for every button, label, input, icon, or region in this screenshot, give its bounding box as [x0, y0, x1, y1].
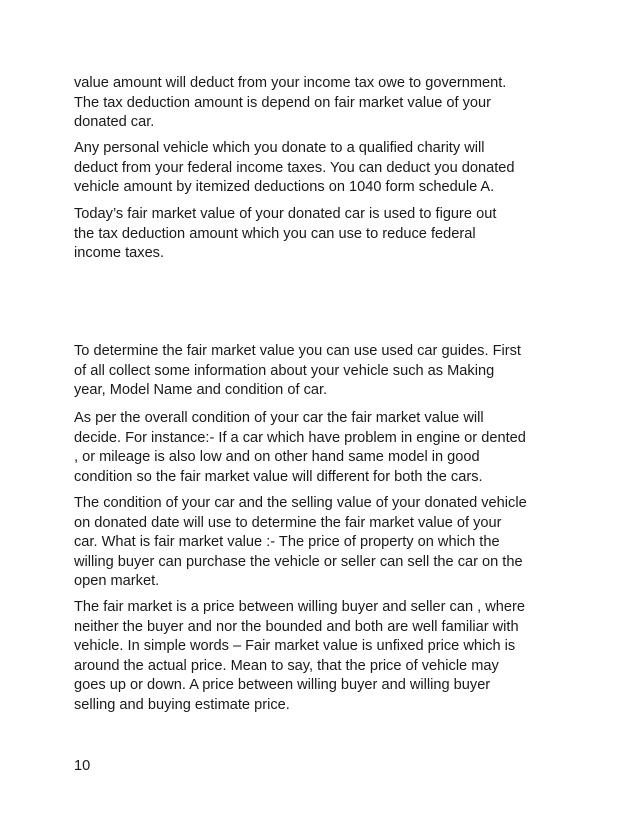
paragraph-tax-deduction-amount: value amount will deduct from your income tax owe to government. The tax deduction amount is depend on fair market value of your donated car. [74, 75, 507, 131]
paragraph-overall-condition: As per the overall condition of your car the fair market value will decide. For instance:- If a car which have problem in engine or dented , or mileage is also low and on other hand same model in good condition so the fair market value will different for both the cars. [74, 410, 526, 485]
paragraph-fair-market-price: The fair market is a price between willing buyer and seller can , where neither the buyer and nor the bounded and both are well familiar with vehicle. In simple words – Fair market value is unfixed price which is around the actual price. Mean to say, that the price of vehicle may goes up or down. A price between willing buyer and willing buyer selling and buying estimate price. [74, 599, 525, 713]
page-number: 10 [74, 758, 91, 774]
paragraph-determine-fair-market-value: To determine the fair market value you can use used car guides. First of all collect some information about your vehicle such as Making year, Model Name and condition of car. [74, 343, 521, 399]
paragraph-todays-fair-market-value: Today’s fair market value of your donated car is used to figure out the tax deduction amount which you can use to reduce federal income taxes. [74, 206, 497, 262]
paragraph-condition-and-selling-value: The condition of your car and the selling value of your donated vehicle on donated date will use to determine the fair market value of your car. What is fair market value :- The price of property on which the willing buyer can purchase the vehicle or seller can sell the car on the open market. [74, 495, 527, 590]
paragraph-personal-vehicle-deduction: Any personal vehicle which you donate to a qualified charity will deduct from your federal income taxes. You can deduct you donated vehicle amount by itemized deductions on 1040 form schedule A. [74, 140, 515, 196]
